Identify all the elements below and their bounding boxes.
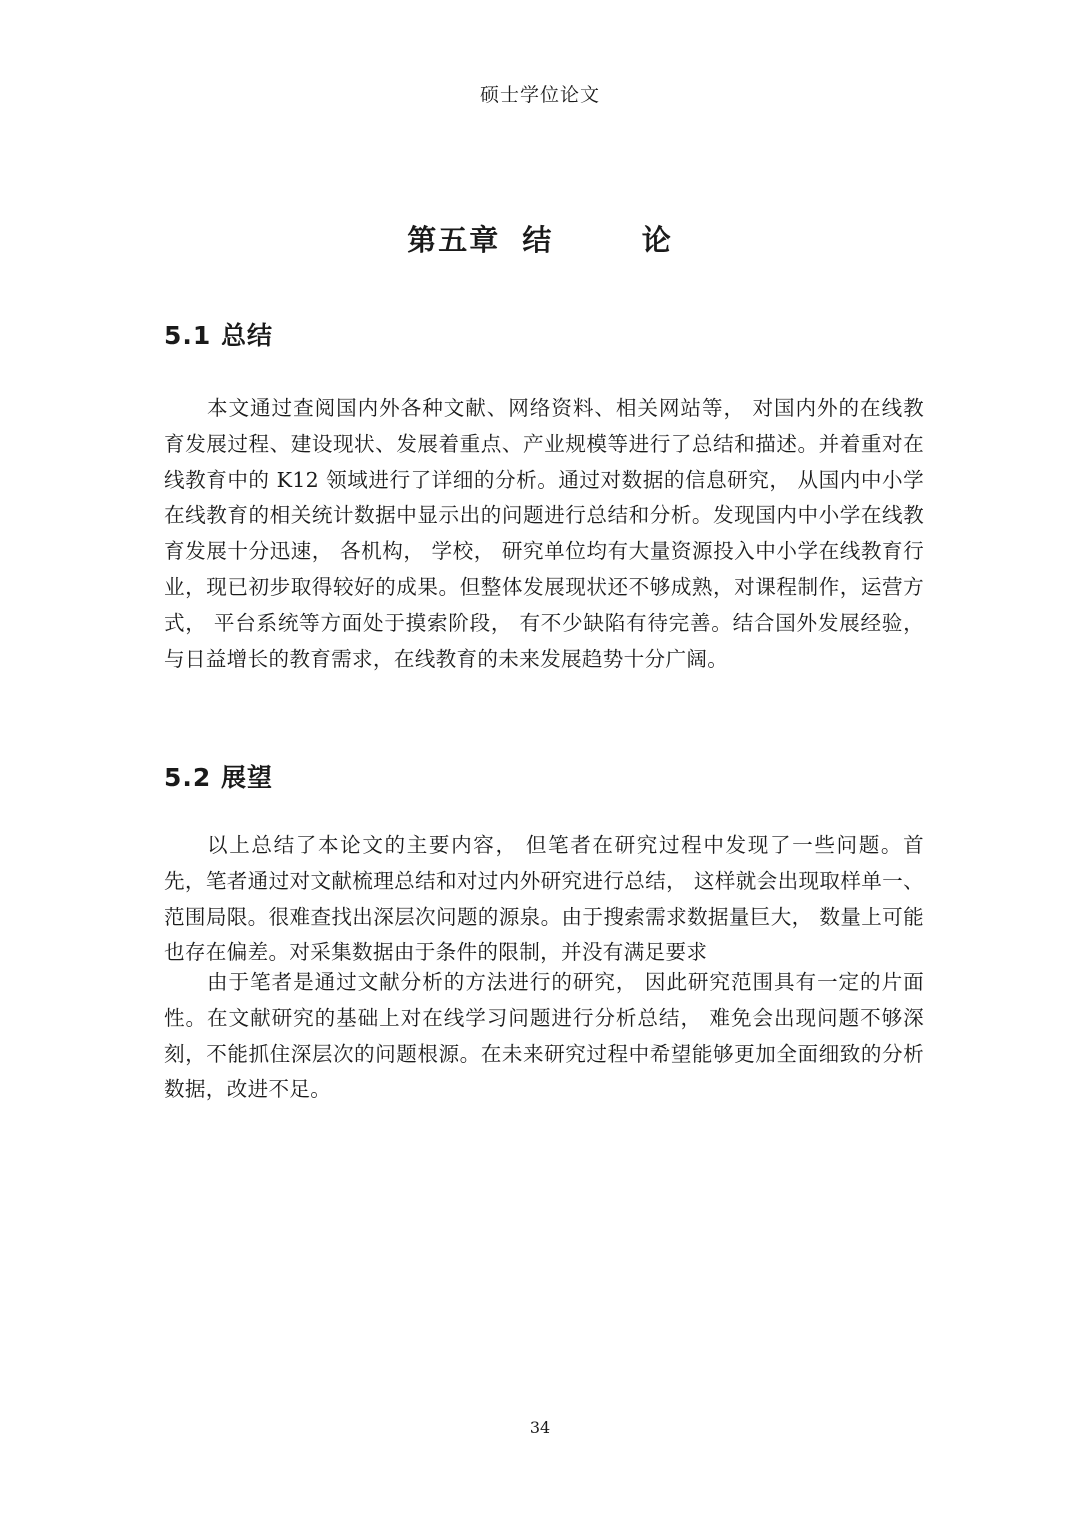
section-heading-outlook: 5.2 展望 [164, 763, 273, 792]
section-heading-summary: 5.1 总结 [164, 321, 273, 350]
running-header: 硕士学位论文 [479, 84, 600, 106]
section-outlook-paragraph-1: 以上总结了本论文的主要内容， 但笔者在研究过程中发现了一些问题。首先，笔者通过对文献梳理总结和对过内外研究进行总结， 这样就会出现取样单一、范围局限。很难查找出深层次问题的源泉。由于搜索需求数据量巨大， 数量上可能也存在偏差。对采集数据由于条件的限制，并没有满足要求 [164, 833, 924, 965]
page-number: 34 [529, 1418, 551, 1437]
section-outlook-paragraph-2: 由于笔者是通过文献分析的方法进行的研究， 因此研究范围具有一定的片面性。在文献研究的基础上对在线学习问题进行分析总结， 难免会出现问题不够深刻，不能抓住深层次的问题根源。在未来研究过程中希望能够更加全面细致的分析数据，改进不足。 [164, 970, 924, 1102]
section-summary-paragraph: 本文通过查阅国内外各种文献、网络资料、相关网站等， 对国内外的在线教育发展过程、建设现状、发展着重点、产业规模等进行了总结和描述。并着重对在线教育中的 K12 领域进行了详细的分析。通过对数据的信息研究， 从国内中小学在线教育的相关统计数据中显示出的问题进行总结和分析。发现国内中小学在线教育发展十分迅速， 各机构， 学校， 研究单位均有大量资源投入中小学在线教育行业，现已初步取得较好的成果。但整体发展现状还不够成熟，对课程制作，运营方式， 平台系统等方面处于摸索阶段， 有不少缺陷有待完善。结合国外发展经验，与日益增长的教育需求，在线教育的未来发展趋势十分广阔。 [164, 396, 924, 671]
chapter-title: 第五章 结 论 [407, 223, 673, 257]
